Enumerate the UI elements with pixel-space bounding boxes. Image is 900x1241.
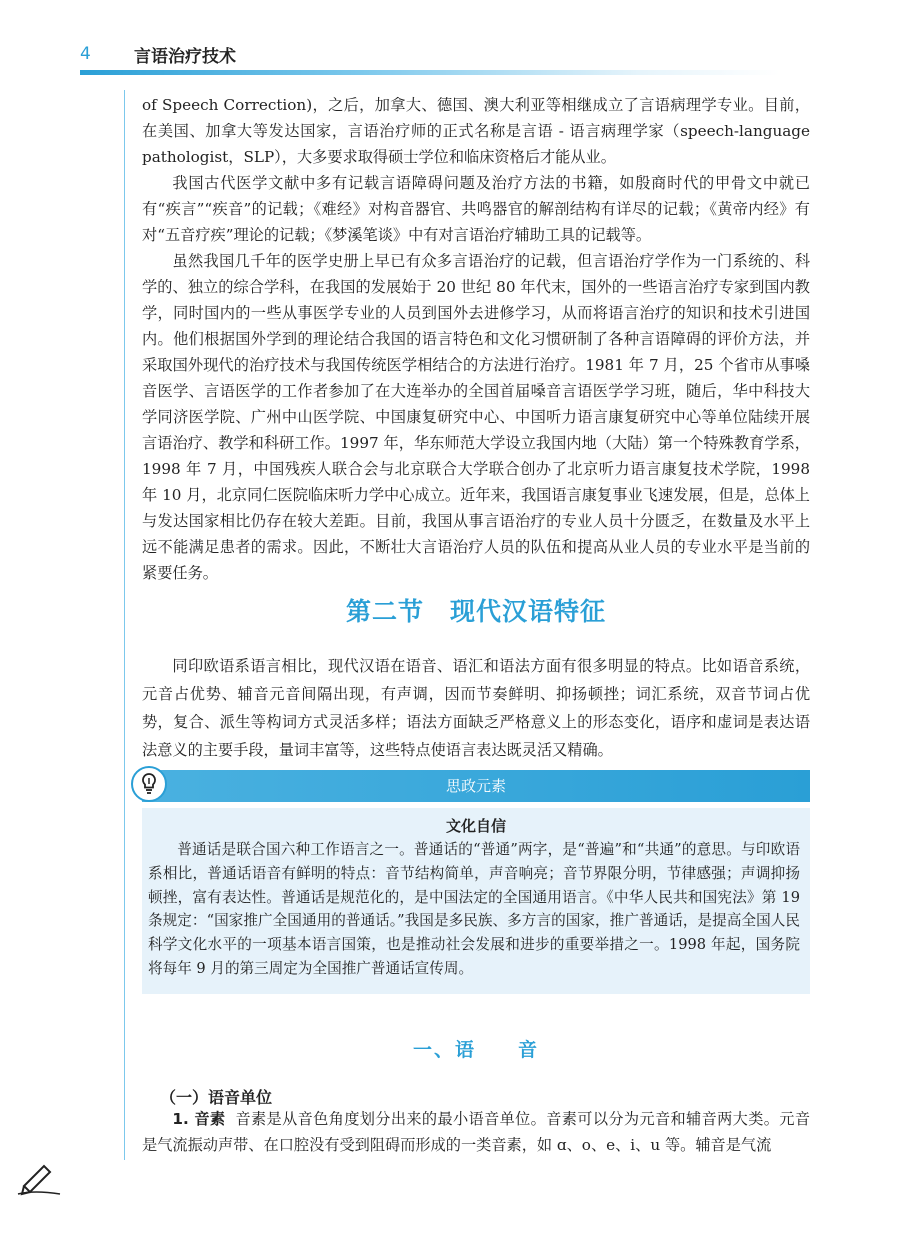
- page-header: [0, 0, 900, 80]
- term-text: 音素是从音色角度划分出来的最小语音单位。音素可以分为元音和辅音两大类。元音是气流振动声带、在口腔没有受到阻碍而形成的一类音素，如 ɑ、o、e、i、u 等。辅音是气流: [142, 1110, 811, 1154]
- section-title: 第二节 现代汉语特征: [345, 597, 606, 626]
- section-paragraph: 同印欧语系语言相比，现代汉语在语音、语汇和语法方面有很多明显的特点。比如语音系统，元音占优势、辅音元音间隔出现，有声调，因而节奏鲜明、抑扬顿挫；词汇系统，双音节词占优势，复合、派生等构词方式灵活多样；语法方面缺乏严格意义上的形态变化，语序和虚词是表达语法意义的主要手段，量词丰富等，这些特点使语言表达既灵活又精确。: [142, 657, 810, 759]
- subsection-paragraph: [142, 1106, 810, 1158]
- callout-header-label: 思政元素: [445, 777, 506, 795]
- pen-icon: [14, 1160, 64, 1196]
- bulb-icon: [131, 766, 167, 802]
- callout-text: 普通话是联合国六种工作语言之一。普通话的“普通”两字，是“普遍”和“共通”的意思。与印欧语系相比，普通话语音有鲜明的特点：音节结构简单，声音响亮；音节界限分明，节律感强；声调抑扬顿挫，富有表达性。普通话是规范化的，是中国法定的全国通用语言。《中华人民共和国宪法》第 19 条规定：“国家推广全国通用的普通话。”我国是多民族、多方言的国家，推广普通话，是提高全国人民科学文化水平的一项基本语言国策，也是推动社会发展和进步的重要举措之一。1998 年起，国务院将每年 9 月的第三周定为全国推广普通话宣传周。: [148, 841, 800, 977]
- body-text: [142, 92, 810, 586]
- book-title: 言语治疗技术: [134, 47, 236, 67]
- callout-header: [142, 770, 810, 802]
- margin-rule: [124, 90, 125, 1160]
- page-number: 4: [80, 44, 91, 64]
- header-divider: [80, 70, 780, 75]
- subsection-title: 一、语 音: [412, 1039, 539, 1061]
- paragraph: 我国古代医学文献中多有记载言语障碍问题及治疗方法的书籍，如殷商时代的甲骨文中就已有“疾言”“疾音”的记载；《难经》对构音器官、共鸣器官的解剖结构有详尽的记载；《黄帝内经》有对“五音疗疾”理论的记载；《梦溪笔谈》中有对言语治疗辅助工具的记载等。: [142, 174, 810, 244]
- subsection-heading: （一）语音单位: [160, 1088, 273, 1107]
- paragraph: 虽然我国几千年的医学史册上早已有众多言语治疗的记载，但言语治疗学作为一门系统的、科学的、独立的综合学科，在我国的发展始于 20 世纪 80 年代末，国外的一些语言治疗专家到国内教学，同时国内的一些从事医学专业的人员到国外去进修学习，从而将语言治疗的知识和技术引进国内。他们根据国外学到的理论结合我国的语言特色和文化习惯研制了各种言语障碍的评价方法，并采取国外现代的治疗技术与我国传统医学相结合的方法进行治疗。1981 年 7 月，25 个省市从事嗓音医学、言语医学的工作者参加了在大连举办的全国首届嗓音言语医学学习班，随后，华中科技大学同济医学院、广州中山医学院、中国康复研究中心、中国听力语言康复研究中心等单位陆续开展言语治疗、教学和科研工作。1997 年，华东师范大学设立我国内地（大陆）第一个特殊教育学系，1998 年 7 月，中国残疾人联合会与北京联合大学联合创办了北京听力语言康复技术学院，1998 年 10 月，北京同仁医院临床听力学中心成立。近年来，我国语言康复事业飞速发展，但是，总体上与发达国家相比仍存在较大差距。目前，我国从事言语治疗的专业人员十分匮乏，在数量及水平上远不能满足患者的需求。因此，不断壮大言语治疗人员的队伍和提高从业人员的专业水平是当前的紧要任务。: [142, 252, 810, 582]
- paragraph: of Speech Correction)，之后，加拿大、德国、澳大利亚等相继成立了言语病理学专业。目前，在美国、加拿大等发达国家，言语治疗师的正式名称是言语 - 语言病理学家（speech-language pathologist，SLP），大多要求取得硕士学位和临床资格后才能从业。: [142, 96, 810, 166]
- callout-title: 文化自信: [445, 817, 506, 835]
- term-label: 1. 音素: [172, 1110, 226, 1128]
